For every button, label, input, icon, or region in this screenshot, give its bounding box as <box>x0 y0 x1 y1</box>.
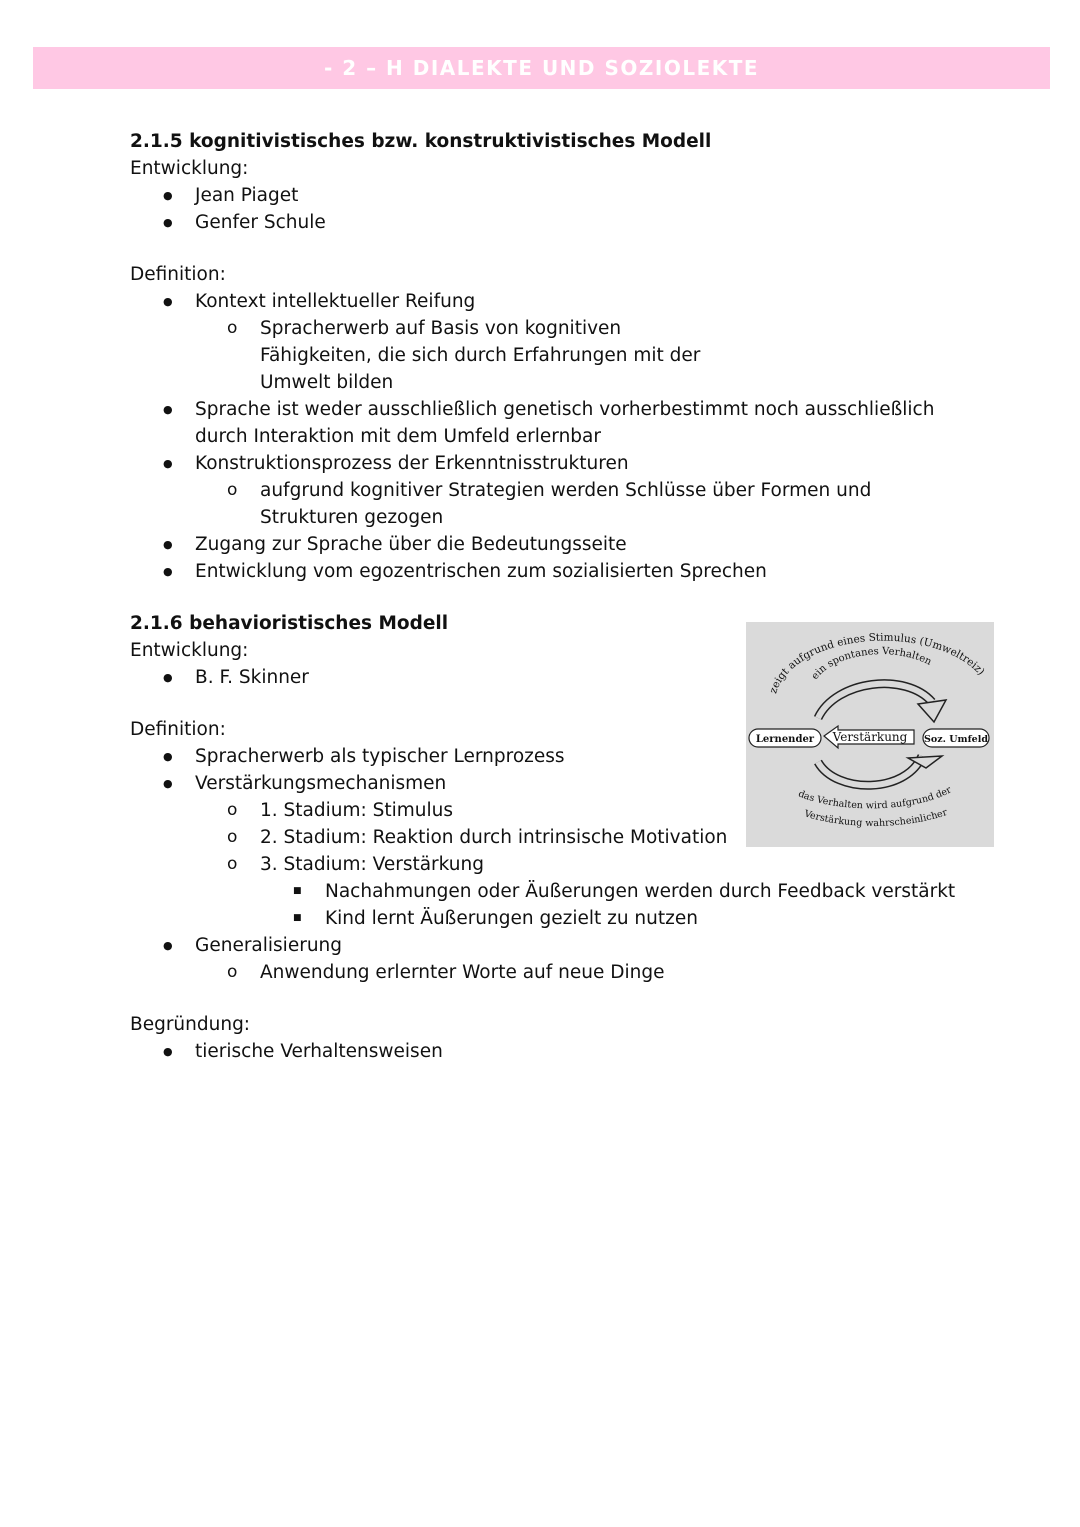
sub-list-item: o 3. Stadium: Verstärkung <box>130 851 980 878</box>
list-item: ● Genfer Schule <box>130 209 980 236</box>
label-definition: Definition: <box>130 719 226 740</box>
cycle-arrow-top-icon <box>818 684 946 722</box>
list-item: ● Jean Piaget <box>130 182 980 209</box>
document-content <box>130 128 980 1065</box>
sub-sub-list-item: ■ Kind lernt Äußerungen gezielt zu nutzen <box>130 905 980 932</box>
list-item: ● Generalisierung <box>130 932 980 959</box>
diagram-top-text-1: zeigt aufgrund eines Stimulus (Umweltreiz) <box>767 631 987 695</box>
diagram-label-learner: Lernender <box>755 734 815 745</box>
sub-list-item: o 1. Stadium: Stimulus <box>130 797 980 824</box>
section-heading-behaviorist: 2.1.6 behavioristisches Modell <box>130 613 449 634</box>
diagram-bottom-text-1: das Verhalten wird aufgrund der <box>796 784 954 812</box>
label-definition: Definition: <box>130 264 226 285</box>
reinforcement-diagram <box>746 622 994 847</box>
sub-list-item: o aufgrund kognitiver Strategien werden Schlüsse über Formen und Strukturen gezogen <box>130 477 950 531</box>
sub-list-item: o Spracherwerb auf Basis von kognitiven Fähigkeiten, die sich durch Erfahrungen mit der Umwelt bilden <box>130 315 720 396</box>
sub-list-item: o Anwendung erlernter Worte auf neue Dinge <box>130 959 980 986</box>
page-title: - 2 – H DIALEKTE UND SOZIOLEKTE <box>323 56 760 80</box>
header-bar <box>33 47 1050 89</box>
diagram-label-social-environment: Soz. Umfeld <box>924 734 988 745</box>
list-item: ● Sprache ist weder ausschließlich genetisch vorherbestimmt noch ausschließlich durch Interaktion mit dem Umfeld erlernbar <box>130 396 965 450</box>
reinforcement-diagram-svg <box>746 622 994 847</box>
list-item: ● Kontext intellektueller Reifung <box>130 288 980 315</box>
diagram-top-text-2: ein spontanes Verhalten <box>809 646 934 682</box>
label-entwicklung: Entwicklung: <box>130 158 249 179</box>
cycle-arrow-bottom-icon <box>818 756 942 785</box>
label-begruendung: Begründung: <box>130 1014 251 1035</box>
list-item: ● Konstruktionsprozess der Erkenntnisstrukturen <box>130 450 980 477</box>
list-item: ● Zugang zur Sprache über die Bedeutungsseite <box>130 531 980 558</box>
sub-sub-list-item: ■ Nachahmungen oder Äußerungen werden durch Feedback verstärkt <box>130 878 980 905</box>
list-item: ● Spracherwerb als typischer Lernprozess <box>130 743 980 770</box>
label-entwicklung: Entwicklung: <box>130 640 249 661</box>
section-heading-cognitive: 2.1.5 kognitivistisches bzw. konstruktivistisches Modell <box>130 131 712 152</box>
sub-list-item: o 2. Stadium: Reaktion durch intrinsische Motivation <box>130 824 980 851</box>
list-item: ● Verstärkungsmechanismen <box>130 770 980 797</box>
diagram-label-reinforcement: Verstärkung <box>832 730 908 744</box>
list-item: ● B. F. Skinner <box>130 664 980 691</box>
diagram-bottom-text-2: Verstärkung wahrscheinlicher <box>802 806 949 829</box>
list-item: ● Entwicklung vom egozentrischen zum sozialisierten Sprechen <box>130 558 980 585</box>
list-item: ● tierische Verhaltensweisen <box>130 1038 980 1065</box>
